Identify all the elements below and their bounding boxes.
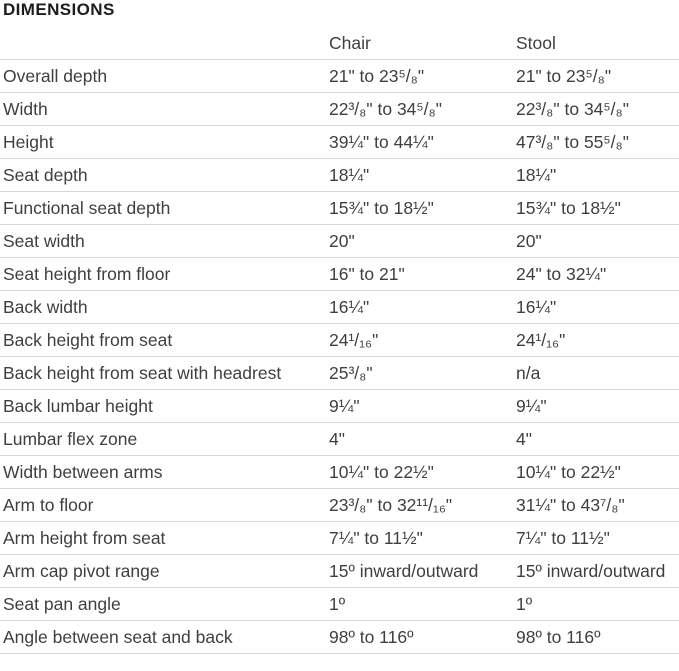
- row-stool-value: 21" to 23⁵/₈": [516, 65, 612, 86]
- row-label: Back lumbar height: [3, 395, 153, 416]
- table-row: [0, 588, 679, 621]
- row-chair-value: 20": [329, 230, 355, 251]
- header-chair: Chair: [329, 32, 371, 53]
- table-row: [0, 324, 679, 357]
- table-row: [0, 390, 679, 423]
- row-label: Seat width: [3, 230, 85, 251]
- row-chair-value: 1º: [329, 593, 346, 614]
- row-chair-value: 10¼" to 22½": [329, 461, 434, 482]
- row-stool-value: 24" to 32¼": [516, 263, 607, 284]
- row-stool-value: 31¼" to 43⁷/₈": [516, 494, 625, 515]
- table-row: [0, 423, 679, 456]
- row-chair-value: 39¼" to 44¼": [329, 131, 434, 152]
- row-stool-value: 18¼": [516, 164, 557, 185]
- row-chair-value: 24¹/₁₆": [329, 329, 379, 350]
- row-stool-value: 24¹/₁₆": [516, 329, 566, 350]
- row-stool-value: 1º: [516, 593, 533, 614]
- page-title: DIMENSIONS: [3, 0, 115, 19]
- row-label: Height: [3, 131, 54, 152]
- row-chair-value: 16¼": [329, 296, 370, 317]
- row-chair-value: 4": [329, 428, 345, 449]
- row-stool-value: 15¾" to 18½": [516, 197, 621, 218]
- row-stool-value: 15º inward/outward: [516, 560, 666, 581]
- row-stool-value: 10¼" to 22½": [516, 461, 621, 482]
- row-stool-value: 22³/₈" to 34⁵/₈": [516, 98, 629, 119]
- row-chair-value: 18¼": [329, 164, 370, 185]
- row-chair-value: 23³/₈" to 32¹¹/₁₆": [329, 494, 453, 515]
- row-stool-value: 9¼": [516, 395, 547, 416]
- row-stool-value: 98º to 116º: [516, 626, 601, 647]
- row-chair-value: 21" to 23⁵/₈": [329, 65, 425, 86]
- table-row: [0, 555, 679, 588]
- row-label: Angle between seat and back: [3, 626, 233, 647]
- row-label: Width: [3, 98, 48, 119]
- row-stool-value: 7¼" to 11½": [516, 527, 610, 548]
- table-row: [0, 225, 679, 258]
- table-row: [0, 489, 679, 522]
- row-chair-value: 22³/₈" to 34⁵/₈": [329, 98, 442, 119]
- row-chair-value: 7¼" to 11½": [329, 527, 423, 548]
- row-stool-value: 16¼": [516, 296, 557, 317]
- table-row: [0, 456, 679, 489]
- dimensions-table: [0, 60, 679, 654]
- row-label: Back height from seat with headrest: [3, 362, 282, 383]
- table-row: [0, 126, 679, 159]
- row-label: Arm to floor: [3, 494, 94, 515]
- row-label: Seat height from floor: [3, 263, 171, 284]
- row-stool-value: 47³/₈" to 55⁵/₈": [516, 131, 629, 152]
- row-label: Seat pan angle: [3, 593, 121, 614]
- row-label: Arm cap pivot range: [3, 560, 160, 581]
- table-row: [0, 60, 679, 93]
- row-label: Back height from seat: [3, 329, 173, 350]
- row-chair-value: 9¼": [329, 395, 360, 416]
- table-row: [0, 159, 679, 192]
- row-stool-value: n/a: [516, 362, 541, 383]
- table-row: [0, 291, 679, 324]
- row-label: Seat depth: [3, 164, 88, 185]
- table-row: [0, 93, 679, 126]
- table-header: [0, 28, 679, 58]
- row-label: Arm height from seat: [3, 527, 166, 548]
- row-chair-value: 98º to 116º: [329, 626, 414, 647]
- table-row: [0, 192, 679, 225]
- table-row: [0, 621, 679, 654]
- header-stool: Stool: [516, 32, 556, 53]
- row-chair-value: 25³/₈": [329, 362, 373, 383]
- row-stool-value: 20": [516, 230, 542, 251]
- table-row: [0, 522, 679, 555]
- row-label: Functional seat depth: [3, 197, 171, 218]
- row-label: Back width: [3, 296, 88, 317]
- table-row: [0, 258, 679, 291]
- row-stool-value: 4": [516, 428, 532, 449]
- row-chair-value: 15¾" to 18½": [329, 197, 434, 218]
- row-label: Overall depth: [3, 65, 108, 86]
- row-chair-value: 16" to 21": [329, 263, 405, 284]
- row-chair-value: 15º inward/outward: [329, 560, 479, 581]
- row-label: Lumbar flex zone: [3, 428, 138, 449]
- row-label: Width between arms: [3, 461, 163, 482]
- table-row: [0, 357, 679, 390]
